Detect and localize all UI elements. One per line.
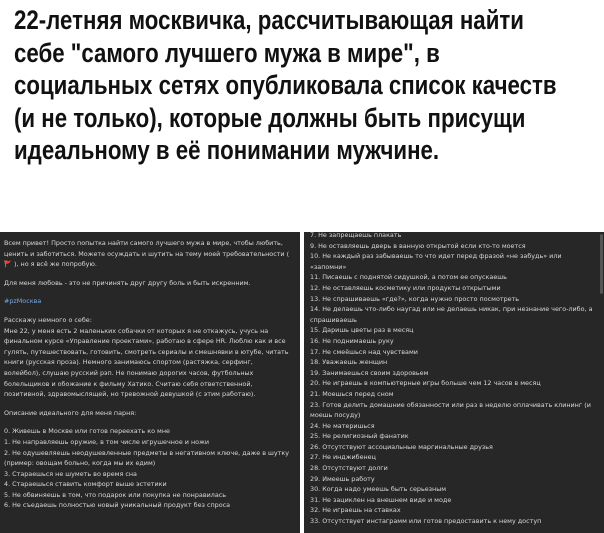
list-item: 9. Не оставляешь дверь в ванную открытой если кто-то моется (310, 241, 526, 250)
headline-line: социальных сетях опубликовала список качеств (14, 70, 557, 100)
list-item: 24. Не материшься (310, 421, 375, 430)
list-item: (пример: овощам больно, когда мы их едим) (4, 459, 156, 468)
headline-line: 22-летняя москвичка, рассчитывающая найти (14, 5, 524, 35)
list-item: 21. Моешься перед сном (310, 389, 394, 398)
list-item: «запомни» (310, 262, 347, 271)
list-item: 6. Не съедаешь полностью новый уникальный продукт без спроса (4, 501, 231, 510)
list-item: 20. Не играешь в компьютерные игры больше чем 12 часов в месяц (310, 379, 541, 388)
headline (14, 4, 594, 167)
list-item: 18. Уважаешь женщин (310, 358, 388, 367)
right-post-screenshot (304, 232, 604, 533)
about-line: Мне 22, у меня есть 2 маленьких собачки от которых я не откажусь, учусь на (4, 326, 269, 335)
left-post-screenshot (0, 232, 300, 533)
list-item: 23. Готов делить домашние обязанности или раз в неделю оплачивать клининг (и (310, 400, 591, 409)
list-item: 26. Отсутствуют ассоциальные маргинальные друзья (310, 442, 493, 451)
list-item: 32. Не играешь на ставках (310, 506, 401, 515)
list-item: 10. Не каждый раз забываешь то что идет перед фразой «не забудь» или (310, 252, 562, 261)
list-item: 27. Не инджибенец (310, 453, 376, 462)
list-item: 25. Не религиозный фанатик (310, 432, 409, 441)
list-title: Описание идеального для меня парня: (4, 408, 137, 417)
list-item: 2. Не одушевляешь неодушевленные предметы в негативном ключе, даже в шутку (4, 448, 290, 457)
left-post-body (4, 238, 298, 511)
list-item: 33. Отсутствует инстаграмм или готов предоставить к нему доступ (310, 517, 542, 526)
list-item: 14. Не делаешь что-либо наугад или не делаешь никак, при незнание чего-либо, а (310, 305, 593, 314)
wish-line: Для меня любовь - это не причинять друг другу боль и быть искренним. (4, 278, 251, 287)
list-item: 29. Имеешь работу (310, 474, 375, 483)
right-post-body (310, 232, 600, 527)
list-item: 11. Писаешь с поднятой сидушкой, а потом ее опускаешь (310, 273, 507, 282)
intro-line: 🚩 ), но я всё же попробую. (4, 260, 97, 269)
intro-line: Всем привет! Просто попытка найти самого лучшего мужа в мире, чтобы любить, (4, 239, 283, 247)
list-item: 30. Когда надо умеешь быть серьезным (310, 485, 447, 494)
list-item: 17. Не смеёшься над чувствами (310, 347, 418, 356)
list-item: 3. Стараешься не шуметь во время сна (4, 469, 137, 478)
list-item: 5. Не обвиняешь в том, что подарок или покупка не понравилась (4, 490, 227, 499)
list-item: 0. Живешь в Москве или готов переехать ко мне (4, 427, 170, 436)
headline-line: (и не только), которые должны быть присущи (14, 102, 526, 133)
about-line: книги (русская проза). Немного занимаюсь спортом (растяжка, серфинг, (4, 358, 253, 367)
intro-line: ценить и заботиться. Можете осуждать и шутить на тему моей требовательности ( (4, 249, 290, 258)
list-item: 7. Не запрещаешь плакать (310, 232, 402, 239)
list-item: 12. Не оставляешь косметику или продукты открытыми (310, 283, 501, 292)
headline-line: себе "самого лучшего мужа в мире", в (14, 37, 440, 68)
about-line: гулять, путешествовать, готовить, смотреть сериалы и смешнявки в ютубе, читать (4, 347, 289, 356)
list-item: моешь посуду) (310, 411, 361, 420)
headline-line: идеальному в её понимании мужчине. (14, 135, 440, 165)
about-line: финальном курсе «Управление проектами», работаю в сфере HR. Люблю как и все (4, 337, 286, 346)
list-item: 31. Не зациклен на внешнем виде и моде (310, 495, 452, 504)
list-item: 15. Даришь цветы раз в месяц (310, 326, 414, 335)
hashtag-link[interactable]: #рzМосква (4, 297, 42, 306)
about-line: болельщиков и обожание к фильму Хатико. Считаю себя ответственной, (4, 379, 253, 388)
list-item: 4. Стараешься ставить комфорт выше эстетики (4, 480, 167, 489)
list-item: 1. Не направляешь оружие, в том числе игрушечное и ножи (4, 437, 209, 446)
about-line: Расскажу немного о себе: (4, 315, 92, 324)
list-item: 28. Отсутствуют долги (310, 464, 388, 473)
list-item: 16. Не поднимаешь руку (310, 336, 394, 345)
list-item: спрашиваешь (310, 315, 357, 324)
about-line: волейбол), слушаю русский рэп. Не понимаю дорогих часов, футбольных (4, 368, 254, 377)
scrollbar[interactable] (600, 234, 603, 294)
about-line: позитивной, здравомыслящей, но тревожной девушкой (с этим работаю). (4, 390, 256, 399)
list-item: 13. Не спрашиваешь «где?», когда нужно просто посмотреть (310, 294, 520, 303)
list-item: 19. Занимаешься своим здоровьем (310, 368, 429, 377)
